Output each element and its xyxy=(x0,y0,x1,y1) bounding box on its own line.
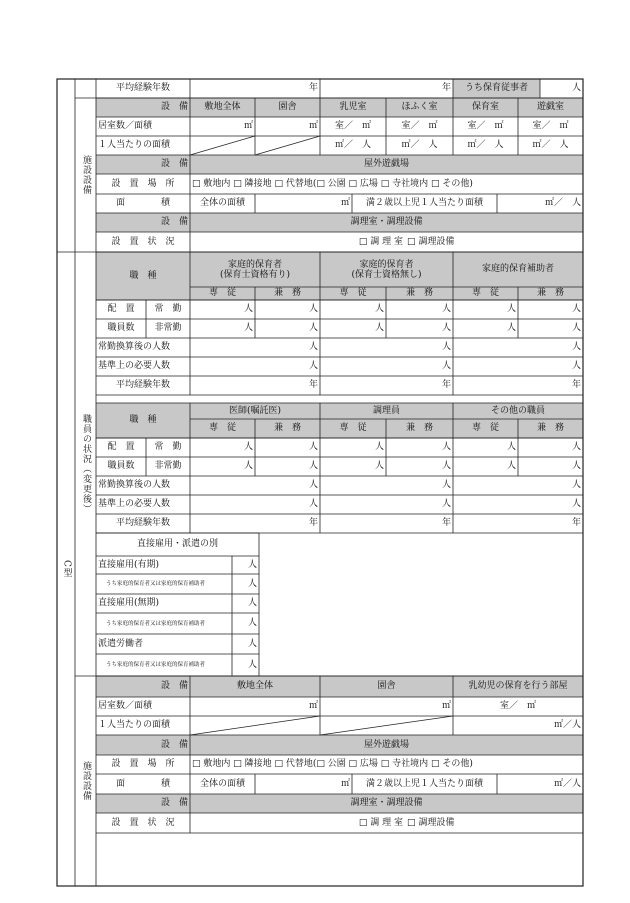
facility-col-0: 敷地全体 xyxy=(204,102,241,112)
sub-note: うち家庭的保育者又は家庭的保育補助者 xyxy=(106,581,206,587)
unit-person: 人 xyxy=(374,323,384,333)
label-equipment: 設 備 xyxy=(160,798,188,808)
label-full: 常 勤 xyxy=(154,304,182,314)
label-location: 設 置 場 所 xyxy=(111,759,175,769)
unit-room-sqm: 室／ ㎡ xyxy=(401,121,438,131)
job-heading-line: (保育士資格有り) xyxy=(219,269,291,280)
unit-sqm-per: ㎡／ 人 xyxy=(467,140,504,150)
unit-person: 人 xyxy=(308,361,318,371)
unit-sqm: ㎡ xyxy=(340,778,350,789)
label-equipment: 設 備 xyxy=(160,159,188,169)
label-staff-count: 職員数 xyxy=(107,323,135,333)
label-job-type: 職 種 xyxy=(129,270,157,281)
label-location: 設 置 場 所 xyxy=(111,178,175,189)
job-heading: 調理員 xyxy=(372,405,400,416)
unit-person: 人 xyxy=(441,342,451,352)
location-options: □ 敷地内 □ 隣接地 □ 代替地(□ 公園 □ 広場 □ 寺社境内 □ その他) xyxy=(192,178,473,189)
label-fulltime: 専 従 xyxy=(471,423,499,433)
label-status: 設 置 状 況 xyxy=(111,817,175,828)
facility-col-1: 園舎 xyxy=(278,102,297,112)
label-fulltime: 専 従 xyxy=(208,288,236,298)
unit-sqm-per: ㎡／ 人 xyxy=(334,140,371,150)
label-parttime: 兼 務 xyxy=(405,423,433,433)
label-childcare-staff: うち保育従事者 xyxy=(464,83,528,93)
unit-year: 年 xyxy=(308,83,318,93)
unit-person: 人 xyxy=(571,461,581,471)
unit-sqm-per: ㎡／ 人 xyxy=(544,198,581,208)
label-fulltime: 専 従 xyxy=(471,288,499,298)
label-per-person: １人当たりの面積 xyxy=(98,140,171,150)
diagonal-line xyxy=(190,716,320,735)
unit-person: 人 xyxy=(308,442,318,452)
unit-room-sqm: 室／ ㎡ xyxy=(334,121,371,131)
unit-person: 人 xyxy=(308,323,318,333)
unit-person: 人 xyxy=(441,442,451,452)
label-parttime: 兼 務 xyxy=(273,288,301,298)
type-label: C型 xyxy=(61,560,72,578)
diagonal-line xyxy=(320,716,453,735)
kitchen-option-room: □ 調 理 室 xyxy=(358,817,403,828)
label-total-area: 全体の面積 xyxy=(199,778,245,789)
unit-person: 人 xyxy=(441,323,451,333)
sub-note: うち家庭的保育者又は家庭的保育補助者 xyxy=(106,620,206,627)
label-nonfull: 非常勤 xyxy=(154,323,182,333)
unit-person: 人 xyxy=(571,480,581,490)
unit-person: 人 xyxy=(308,499,318,509)
location-options: □ 敷地内 □ 隣接地 □ 代替地(□ 公園 □ 広場 □ 寺社境内 □ その他) xyxy=(192,759,473,769)
unit-person: 人 xyxy=(441,480,451,490)
unit-person: 人 xyxy=(243,442,253,452)
unit-person: 人 xyxy=(441,304,451,314)
job-heading xyxy=(190,252,320,287)
unit-sqm: ㎡ xyxy=(308,121,318,131)
sub-note: うち家庭的保育者又は家庭的保育補助者 xyxy=(106,662,206,668)
label-total-area: 全体の面積 xyxy=(199,198,245,208)
label-equipment: 設 備 xyxy=(160,102,188,112)
label-fulltime: 専 従 xyxy=(208,423,236,433)
label-per-child-area: 満２歳以上児１人当たり面積 xyxy=(365,778,483,789)
label-employment-type: 派遣労働者 xyxy=(98,638,144,649)
unit-person: 人 xyxy=(243,304,253,314)
job-heading-line: (保育士資格無し) xyxy=(351,269,422,280)
label-fulltime: 専 従 xyxy=(339,288,367,298)
unit-sqm-per: ㎡／人 xyxy=(553,720,581,730)
facility-col-1: 園舎 xyxy=(377,681,396,691)
unit-room-sqm: 室／ ㎡ xyxy=(532,121,569,131)
unit-person: 人 xyxy=(506,304,516,314)
unit-year: 年 xyxy=(441,518,451,528)
unit-year: 年 xyxy=(308,380,318,390)
unit-person: 人 xyxy=(441,499,451,509)
job-heading-line: 家庭的保育者 xyxy=(227,259,282,270)
unit-person: 人 xyxy=(571,342,581,352)
job-heading xyxy=(320,252,453,287)
unit-person: 人 xyxy=(374,442,384,452)
label-parttime: 兼 務 xyxy=(536,423,564,433)
facility-col-4: 保育室 xyxy=(471,102,499,112)
label-nonfull: 非常勤 xyxy=(154,461,182,471)
unit-person: 人 xyxy=(374,304,384,314)
unit-sqm: ㎡ xyxy=(340,198,350,208)
unit-year: 年 xyxy=(441,380,451,390)
label-avg-years: 平均経験年数 xyxy=(115,380,170,390)
label-employment-type: 直接雇用(無期) xyxy=(98,598,160,608)
unit-sqm: ㎡ xyxy=(243,121,253,131)
unit-person: 人 xyxy=(571,304,581,314)
label-outdoor: 屋外遊戯場 xyxy=(363,739,409,750)
unit-person: 人 xyxy=(571,442,581,452)
unit-person: 人 xyxy=(247,659,257,670)
label-avg-years: 平均経験年数 xyxy=(115,83,170,93)
label-area: 面 積 xyxy=(115,778,170,789)
label-parttime: 兼 務 xyxy=(273,423,301,433)
label-fte: 常勤換算後の人数 xyxy=(98,480,171,490)
label-fte: 常勤換算後の人数 xyxy=(98,342,171,352)
unit-sqm-per: ㎡／ 人 xyxy=(401,140,438,150)
unit-person: 人 xyxy=(308,304,318,314)
label-full: 常 勤 xyxy=(154,442,182,452)
label-room-area: 居室数／面積 xyxy=(98,121,153,131)
label-per-child-area: 満２歳以上児１人当たり面積 xyxy=(365,198,483,208)
unit-person: 人 xyxy=(247,638,257,649)
label-employment: 直接雇用・派遣の別 xyxy=(136,539,218,549)
label-status: 設 置 状 況 xyxy=(111,236,175,247)
unit-year: 年 xyxy=(308,518,318,528)
unit-person: 人 xyxy=(247,618,257,628)
job-heading: 医師(嘱託医) xyxy=(228,405,282,416)
unit-year: 年 xyxy=(571,518,581,528)
diagonal-line xyxy=(190,136,255,155)
unit-year: 年 xyxy=(571,380,581,390)
unit-year: 年 xyxy=(441,83,451,93)
kitchen-option-equipment: □ 調理設備 xyxy=(407,236,455,247)
unit-person: 人 xyxy=(308,461,318,471)
label-placement: 配 置 xyxy=(107,304,135,314)
label-equipment: 設 備 xyxy=(160,739,188,750)
unit-person: 人 xyxy=(571,323,581,333)
unit-room-sqm: 室／ ㎡ xyxy=(499,701,536,711)
unit-person: 人 xyxy=(571,83,581,93)
label-parttime: 兼 務 xyxy=(405,288,433,298)
label-equipment: 設 備 xyxy=(160,217,188,227)
unit-person: 人 xyxy=(506,461,516,471)
kitchen-option-equipment: □ 調理設備 xyxy=(407,817,455,828)
label-placement: 配 置 xyxy=(107,442,135,452)
label-parttime: 兼 務 xyxy=(536,288,564,298)
unit-person: 人 xyxy=(374,461,384,471)
unit-person: 人 xyxy=(247,598,257,608)
label-equipment: 設 備 xyxy=(160,681,188,691)
label-employment-type: 直接雇用(有期) xyxy=(98,559,160,570)
section-staff: 職員の状況（変更後） xyxy=(81,414,91,514)
label-area: 面 積 xyxy=(115,198,170,208)
job-heading-line: 家庭的保育者 xyxy=(359,259,414,270)
label-job-type: 職 種 xyxy=(129,415,157,425)
unit-person: 人 xyxy=(243,461,253,471)
unit-person: 人 xyxy=(243,323,253,333)
unit-person: 人 xyxy=(308,342,318,352)
unit-person: 人 xyxy=(571,361,581,371)
label-per-person: １人当たりの面積 xyxy=(98,720,171,730)
unit-person: 人 xyxy=(441,361,451,371)
diagonal-line xyxy=(255,136,320,155)
unit-sqm-per: ㎡／人 xyxy=(553,778,581,789)
label-required: 基準上の必要人数 xyxy=(98,499,171,509)
facility-col-5: 遊戯室 xyxy=(536,102,564,112)
facility-col-2: 乳児室 xyxy=(339,102,367,112)
label-kitchen: 調理室・調理設備 xyxy=(350,798,423,808)
label-kitchen: 調理室・調理設備 xyxy=(350,217,423,227)
job-heading: その他の職員 xyxy=(490,405,545,416)
label-fulltime: 専 従 xyxy=(339,423,367,433)
label-required: 基準上の必要人数 xyxy=(98,361,171,371)
section-facility: 施設設備 xyxy=(81,155,91,195)
unit-person: 人 xyxy=(506,323,516,333)
unit-person: 人 xyxy=(308,480,318,490)
facility-col-3: ほふく室 xyxy=(401,102,438,112)
section-facility: 施設設備 xyxy=(81,761,91,801)
unit-sqm: ㎡ xyxy=(441,701,451,711)
kitchen-option-room: □ 調 理 室 xyxy=(358,236,403,247)
unit-person: 人 xyxy=(247,559,257,570)
label-avg-years: 平均経験年数 xyxy=(115,518,170,528)
unit-person: 人 xyxy=(571,499,581,509)
unit-person: 人 xyxy=(506,442,516,452)
job-heading: 家庭的保育補助者 xyxy=(481,264,554,274)
label-outdoor: 屋外遊戯場 xyxy=(363,159,409,169)
unit-sqm: ㎡ xyxy=(308,701,318,711)
facility-col-2: 乳幼児の保育を行う部屋 xyxy=(468,681,568,691)
unit-person: 人 xyxy=(247,578,257,589)
label-room-area: 居室数／面積 xyxy=(98,701,153,711)
label-staff-count: 職員数 xyxy=(107,461,135,471)
unit-person: 人 xyxy=(441,461,451,471)
unit-sqm-per: ㎡／ 人 xyxy=(532,140,569,150)
facility-col-0: 敷地全体 xyxy=(236,681,273,691)
unit-room-sqm: 室／ ㎡ xyxy=(467,121,504,131)
